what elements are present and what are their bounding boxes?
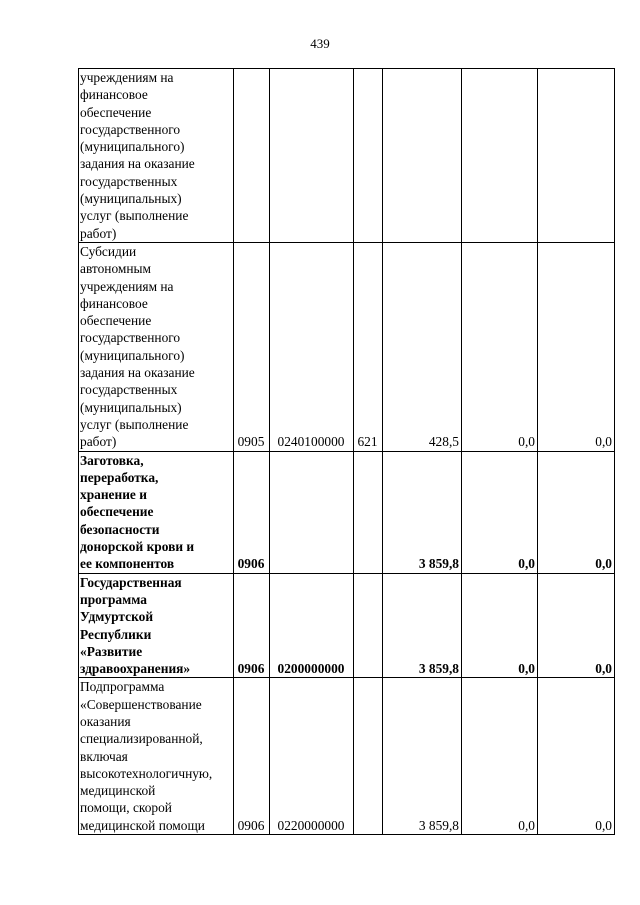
target-code-cell: 0200000000 [270,573,354,678]
table-row [79,69,615,243]
amount-year2-cell: 0,0 [462,573,538,678]
section-cell: 0905 [234,242,270,451]
target-code-cell [270,451,354,573]
budget-table [78,68,615,835]
row-name-text: учреждениям на финансовое обеспечение государственного (муниципального) задания на оказание государственных (муниципальных) услуг (выполнение работ) [80,70,195,241]
row-name-cell [79,451,234,573]
amount-year2-cell: 0,0 [462,451,538,573]
amount-year1-cell [383,69,462,243]
target-code-cell: 0240100000 [270,242,354,451]
page-number: 439 [310,36,330,51]
row-name-cell [79,678,234,835]
amount-year1-cell: 3 859,8 [383,573,462,678]
table-row [79,451,615,573]
row-name-cell [79,242,234,451]
expense-type-cell [354,69,383,243]
amount-year3-cell [538,69,615,243]
row-name-text: Заготовка, переработка, хранение и обеспечение безопасности донорской крови и ее компонентов [80,452,195,572]
amount-year3-cell: 0,0 [538,242,615,451]
target-code-cell: 0220000000 [270,678,354,835]
row-name-text: Подпрограмма «Совершенствование оказания специализированной, включая высокотехнологичную, медицинской помощи, скорой медицинской помощи [80,679,213,833]
section-cell [234,69,270,243]
amount-year2-cell: 0,0 [462,678,538,835]
target-code-cell [270,69,354,243]
table-row [79,242,615,451]
amount-year3-cell: 0,0 [538,678,615,835]
amount-year1-cell: 3 859,8 [383,451,462,573]
row-name-text: Государственная программа Удмуртской Республики «Развитие здравоохранения» [80,574,191,677]
expense-type-cell [354,573,383,678]
expense-type-cell [354,451,383,573]
row-name-cell [79,69,234,243]
expense-type-cell [354,678,383,835]
expense-type-cell: 621 [354,242,383,451]
amount-year3-cell: 0,0 [538,573,615,678]
row-name-text: Субсидии автономным учреждениям на финансовое обеспечение государственного (муниципального) задания на оказание государственных (муниципальных) услуг (выполнение работ) [80,243,195,450]
amount-year2-cell: 0,0 [462,242,538,451]
amount-year3-cell: 0,0 [538,451,615,573]
amount-year1-cell: 3 859,8 [383,678,462,835]
amount-year1-cell: 428,5 [383,242,462,451]
section-cell: 0906 [234,573,270,678]
section-cell: 0906 [234,678,270,835]
table-row [79,678,615,835]
table-row [79,573,615,678]
row-name-cell [79,573,234,678]
amount-year2-cell [462,69,538,243]
section-cell: 0906 [234,451,270,573]
